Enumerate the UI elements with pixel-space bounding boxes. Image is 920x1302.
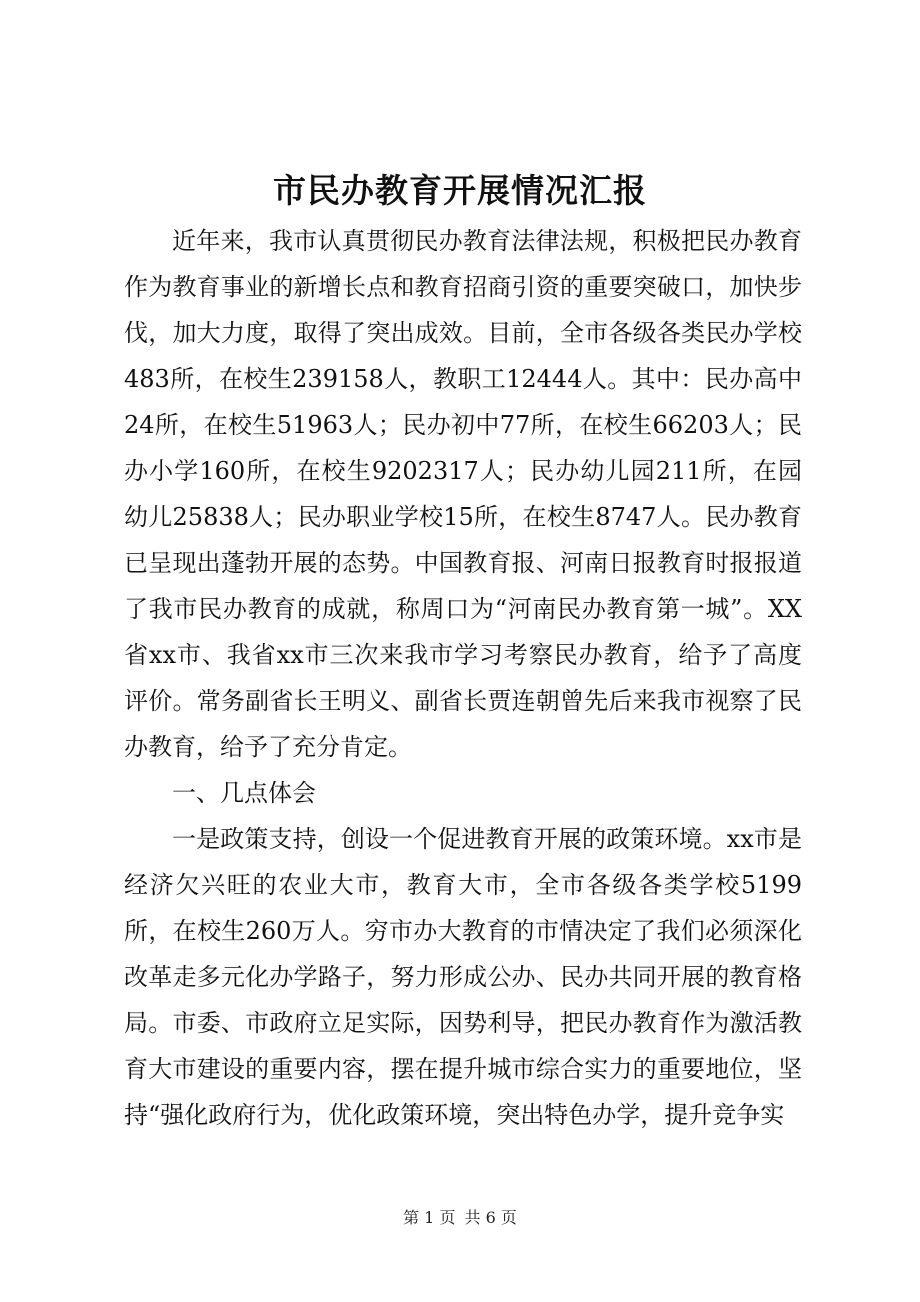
document-title: 市民办教育开展情况汇报 bbox=[273, 171, 647, 210]
page-footer bbox=[0, 1205, 920, 1228]
section-heading: 一、几点体会 bbox=[172, 779, 316, 807]
paragraph-policy: 一是政策支持，创设一个促进教育开展的政策环境。xx市是经济欠兴旺的农业大市，教育大市，全市各级各类学校5199所，在校生260万人。穷市办大教育的市情决定了我们必须深化改革走多元化办学路子，努力形成公办、民办共同开展的教育格局。市委、市政府立足实际，因势利导，把民办教育作为激活教育大市建设的重要内容，摆在提升城市综合实力的重要地位，坚持“强化政府行为，优化政策环境，突出特色办学，提升竞争实 bbox=[124, 825, 802, 1129]
document-body bbox=[124, 218, 802, 1138]
paragraph-intro: 近年来，我市认真贯彻民办教育法律法规，积极把民办教育作为教育事业的新增长点和教育招商引资的重要突破口，加快步伐，加大力度，取得了突出成效。目前，全市各级各类民办学校483所，在校生239158人，教职工12444人。其中：民办高中24所，在校生51963人；民办初中77所，在校生66203人；民办小学160所，在校生9202317人；民办幼儿园211所，在园幼儿25838人；民办职业学校15所，在校生8747人。民办教育已呈现出蓬勃开展的态势。中国教育报、河南日报教育时报报道了我市民办教育的成就，称周口为“河南民办教育第一城”。XX省xx市、我省xx市三次来我市学习考察民办教育，给予了高度评价。常务副省长王明义、副省长贾连朝曾先后来我市视察了民办教育，给予了充分肯定。 bbox=[124, 227, 802, 761]
page-number: 第 1 页 bbox=[403, 1208, 456, 1227]
page-total: 共 6 页 bbox=[464, 1208, 517, 1227]
